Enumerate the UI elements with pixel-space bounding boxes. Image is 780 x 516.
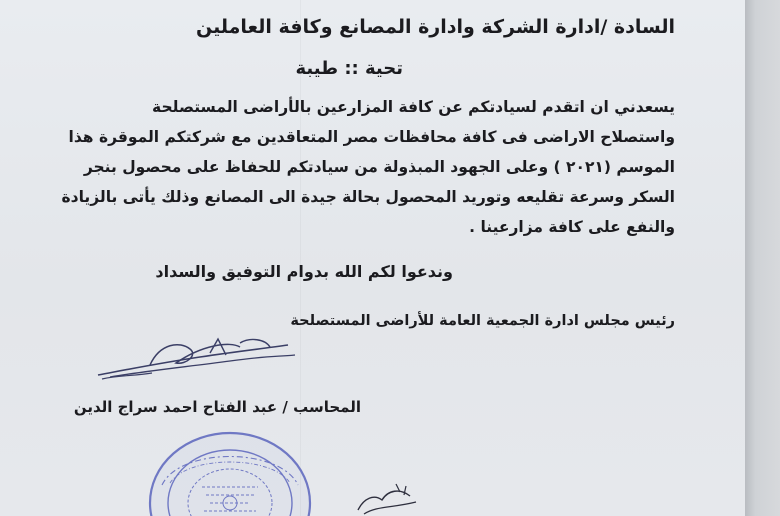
- closing-line: وندعوا لكم الله بدوام التوفيق والسداد: [155, 262, 453, 281]
- body-line-2: واستصلاح الاراضى فى كافة محافظات مصر المتعاقدين مع شركتكم الموقرة هذا: [68, 128, 675, 146]
- salutation-line: السادة /ادارة الشركة وادارة المصانع وكافة العاملين: [196, 16, 675, 38]
- body-line-5: والنفع على كافة مزارعينا .: [469, 218, 675, 236]
- president-title: رئيس مجلس ادارة الجمعية العامة للأراضى المستصلحة: [290, 313, 675, 329]
- body-line-1: يسعدني ان اتقدم لسيادتكم عن كافة المزارعين بالأراضى المستصلحة: [152, 98, 675, 116]
- handwritten-note-mark: [352, 480, 422, 516]
- handwritten-signature: [90, 335, 300, 385]
- greeting-line: تحية :: طيبة: [295, 58, 403, 79]
- accountant-line: المحاسب / عبد الفتاح احمد سراج الدين: [73, 398, 361, 416]
- seal-stamp: [140, 425, 320, 516]
- body-line-4: السكر وسرعة تقليعه وتوريد المحصول بحالة جيدة الى المصانع وذلك يأتى بالزيادة: [61, 188, 675, 206]
- body-line-3: الموسم (٢٠٢١ ) وعلى الجهود المبذولة من سيادتكم للحفاظ على محصول بنجر: [83, 158, 675, 176]
- background-surface: [745, 0, 780, 516]
